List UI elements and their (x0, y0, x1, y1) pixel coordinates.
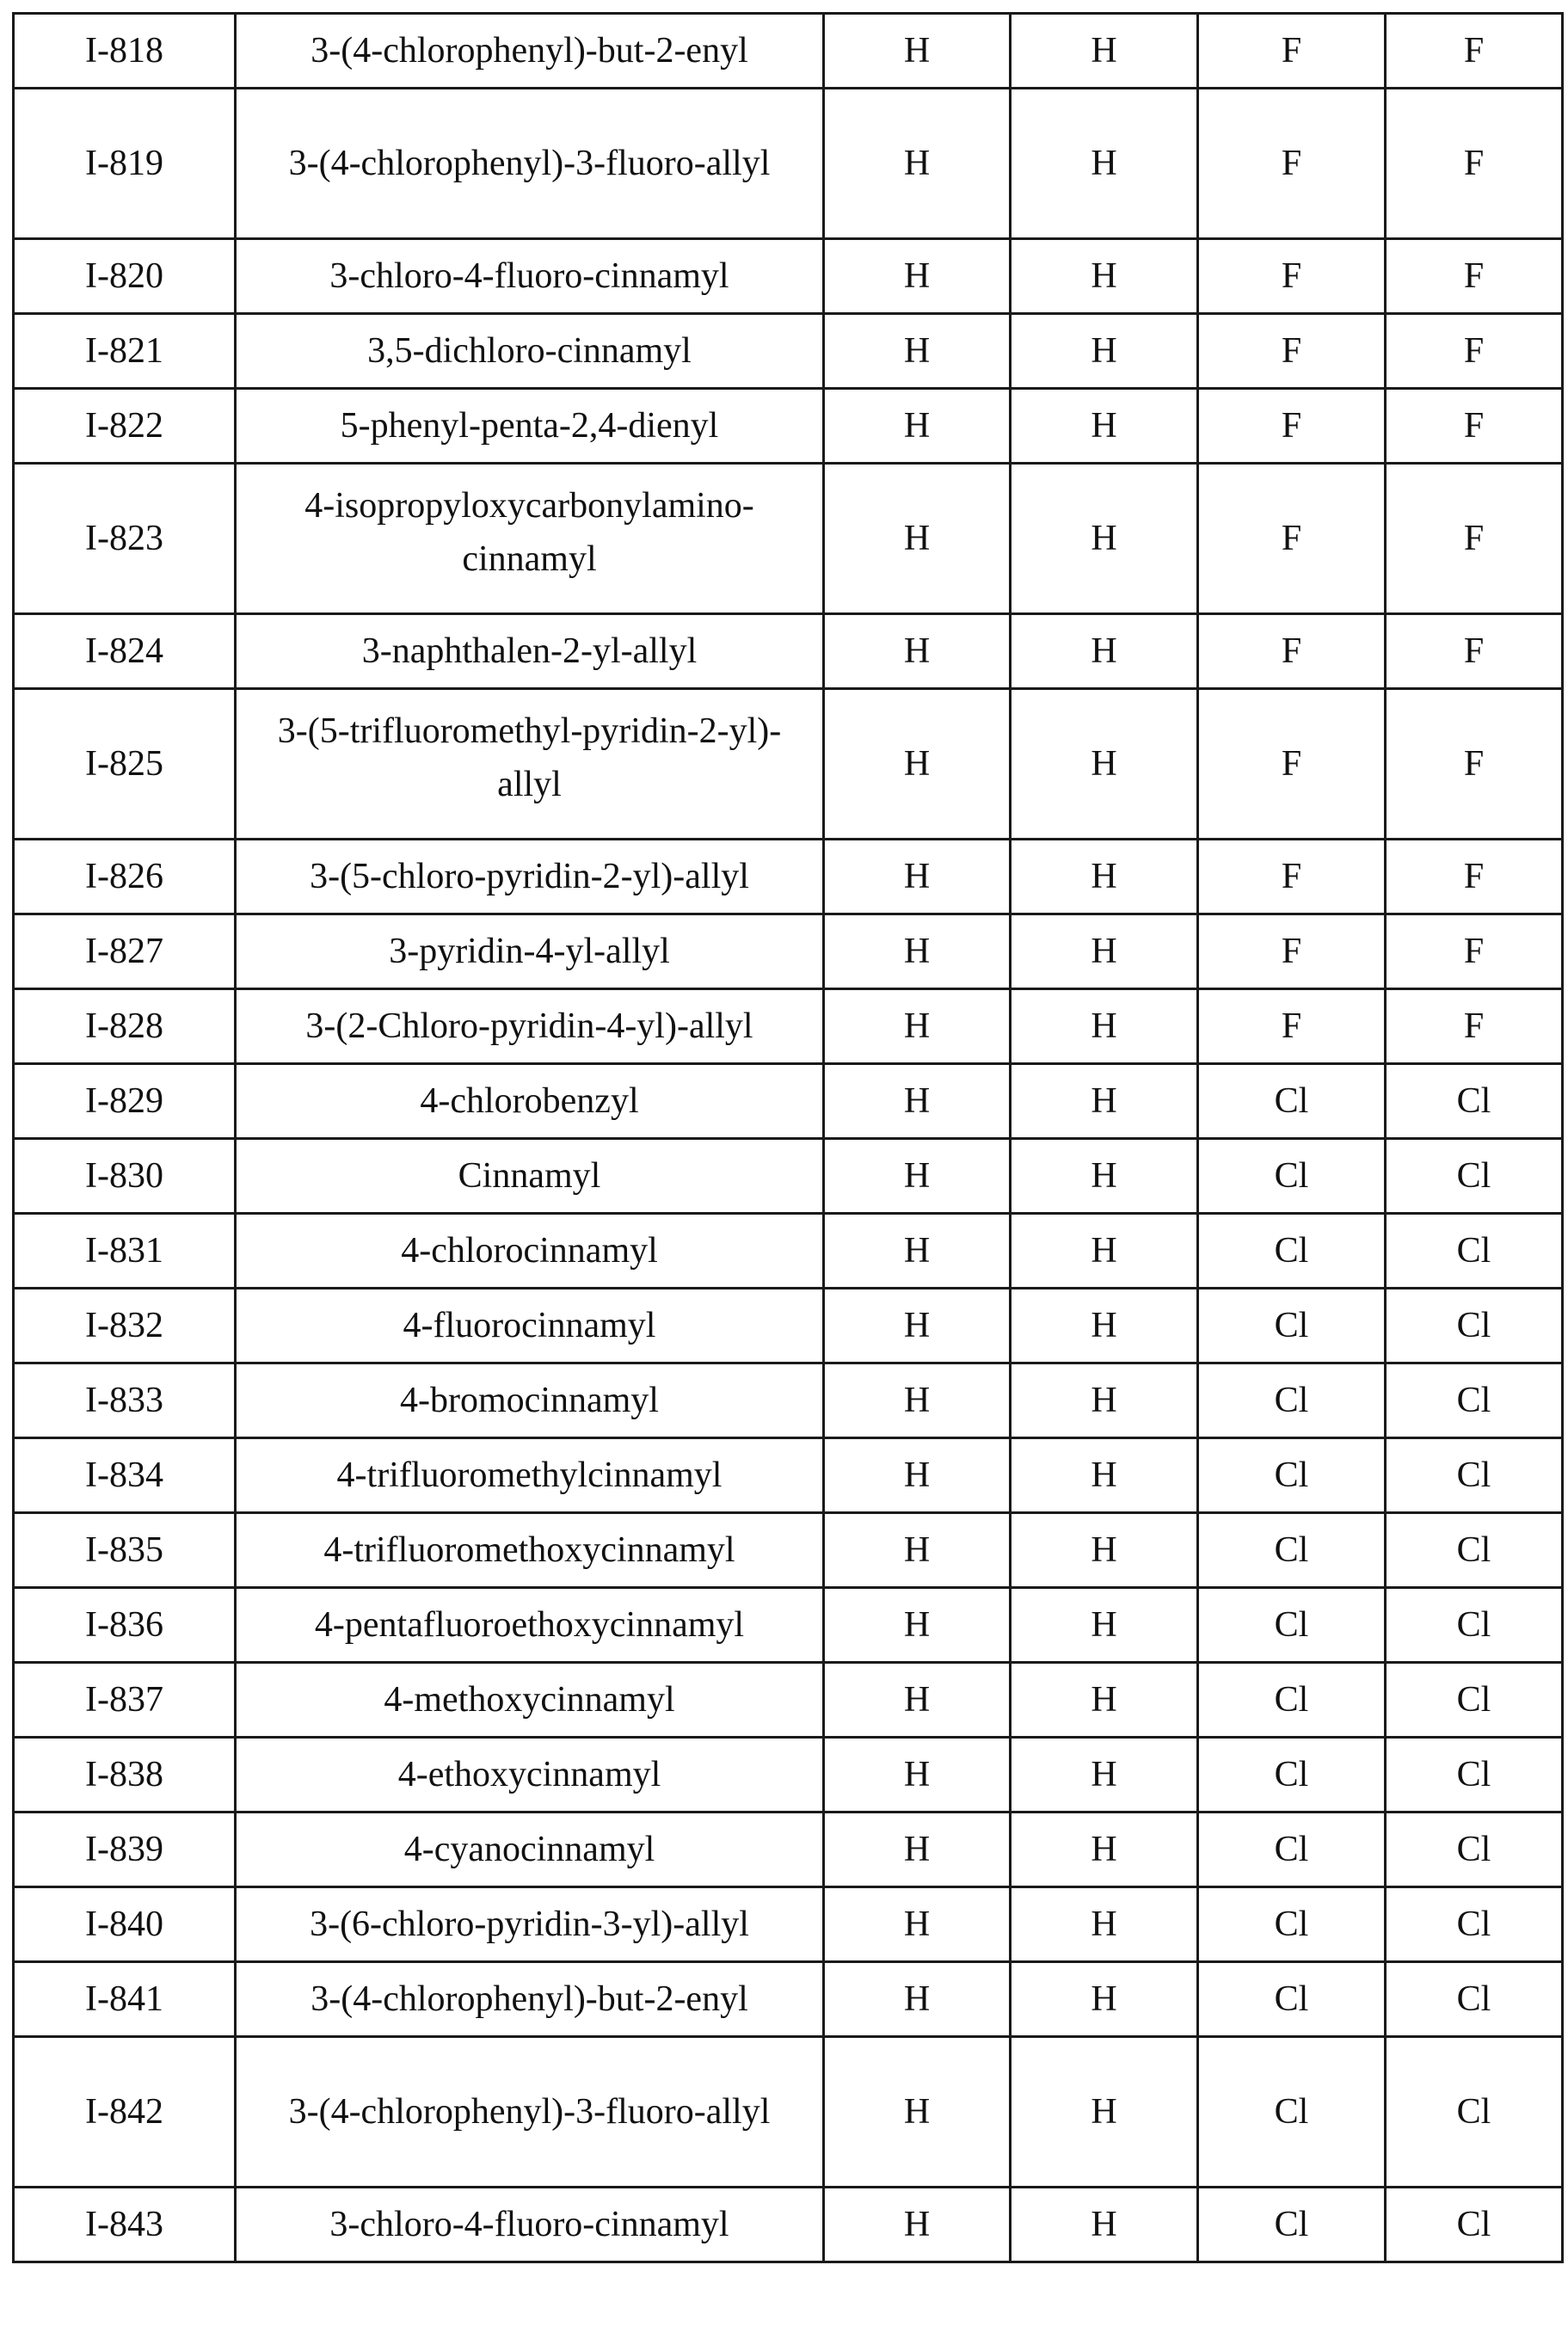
substituent-name-cell (236, 2037, 824, 2188)
r4-cell: H (1011, 2188, 1198, 2262)
r5-cell: Cl (1198, 1962, 1386, 2037)
compound-id-cell: I-837 (14, 1663, 236, 1738)
r4-cell: H (1011, 314, 1198, 389)
r5-cell: Cl (1198, 1663, 1386, 1738)
r5-cell: F (1198, 239, 1386, 314)
substituent-name-cell (236, 314, 824, 389)
table-row (14, 1812, 1563, 1887)
r4-cell: H (1011, 1887, 1198, 1962)
table-row (14, 1663, 1563, 1738)
r3-cell: H (824, 2188, 1011, 2262)
substituent-name-cell (236, 989, 824, 1064)
compound-id-cell: I-836 (14, 1588, 236, 1663)
compound-table-body (14, 14, 1563, 2262)
r5-cell: Cl (1198, 1363, 1386, 1438)
compound-id-cell: I-820 (14, 239, 236, 314)
r3-cell: H (824, 1363, 1011, 1438)
substituent-name: 3-naphthalen-2-yl-allyl (362, 625, 698, 678)
r5-cell: Cl (1198, 1214, 1386, 1289)
r5-cell: F (1198, 464, 1386, 614)
r6-cell: F (1386, 840, 1563, 914)
substituent-name-cell (236, 1139, 824, 1214)
substituent-name: Cinnamyl (458, 1149, 601, 1203)
r6-cell: Cl (1386, 1214, 1563, 1289)
substituent-name-cell (236, 1214, 824, 1289)
r6-cell: F (1386, 614, 1563, 689)
compound-id-cell: I-831 (14, 1214, 236, 1289)
r3-cell: H (824, 1962, 1011, 2037)
table-row (14, 1588, 1563, 1663)
compound-table (12, 12, 1564, 2263)
substituent-name-cell (236, 239, 824, 314)
r5-cell: F (1198, 914, 1386, 989)
substituent-name: 3,5-dichloro-cinnamyl (367, 324, 692, 378)
compound-id-cell: I-823 (14, 464, 236, 614)
r6-cell: F (1386, 14, 1563, 89)
r4-cell: H (1011, 1289, 1198, 1363)
substituent-name-cell (236, 614, 824, 689)
r6-cell: Cl (1386, 1064, 1563, 1139)
r3-cell: H (824, 689, 1011, 840)
r6-cell: Cl (1386, 2037, 1563, 2188)
r6-cell: Cl (1386, 1812, 1563, 1887)
substituent-name: 4-trifluoromethylcinnamyl (337, 1449, 723, 1502)
table-row (14, 389, 1563, 464)
compound-id-cell: I-826 (14, 840, 236, 914)
substituent-name-cell (236, 689, 824, 840)
r6-cell: Cl (1386, 1887, 1563, 1962)
table-row (14, 914, 1563, 989)
compound-id-cell: I-838 (14, 1738, 236, 1812)
substituent-name: 3-pyridin-4-yl-allyl (389, 925, 670, 978)
table-row (14, 1289, 1563, 1363)
compound-id-cell: I-819 (14, 89, 236, 239)
r5-cell: F (1198, 89, 1386, 239)
r6-cell: F (1386, 464, 1563, 614)
r3-cell: H (824, 1214, 1011, 1289)
r6-cell: Cl (1386, 1438, 1563, 1513)
r6-cell: F (1386, 239, 1563, 314)
substituent-name-cell (236, 1588, 824, 1663)
r3-cell: H (824, 1887, 1011, 1962)
r6-cell: Cl (1386, 1663, 1563, 1738)
r4-cell: H (1011, 389, 1198, 464)
substituent-name-cell (236, 14, 824, 89)
r4-cell: H (1011, 689, 1198, 840)
compound-id-cell: I-828 (14, 989, 236, 1064)
r6-cell: F (1386, 989, 1563, 1064)
table-row (14, 689, 1563, 840)
table-row (14, 1962, 1563, 2037)
r3-cell: H (824, 914, 1011, 989)
table-row (14, 614, 1563, 689)
compound-id-cell: I-834 (14, 1438, 236, 1513)
r3-cell: H (824, 2037, 1011, 2188)
r4-cell: H (1011, 89, 1198, 239)
compound-id-cell: I-840 (14, 1887, 236, 1962)
r3-cell: H (824, 1513, 1011, 1588)
substituent-name: 3-(2-Chloro-pyridin-4-yl)-allyl (305, 1000, 753, 1053)
substituent-name: 3-(5-trifluoromethyl-pyridin-2-yl)-allyl (262, 705, 796, 811)
r6-cell: Cl (1386, 2188, 1563, 2262)
substituent-name: 3-(6-chloro-pyridin-3-yl)-allyl (310, 1898, 749, 1951)
substituent-name-cell (236, 1812, 824, 1887)
compound-id-cell: I-843 (14, 2188, 236, 2262)
r6-cell: Cl (1386, 1588, 1563, 1663)
table-row (14, 1064, 1563, 1139)
substituent-name: 3-(4-chlorophenyl)-but-2-enyl (311, 24, 748, 77)
substituent-name-cell (236, 1064, 824, 1139)
table-row (14, 1214, 1563, 1289)
r3-cell: H (824, 1738, 1011, 1812)
table-row (14, 1139, 1563, 1214)
r5-cell: F (1198, 989, 1386, 1064)
r4-cell: H (1011, 614, 1198, 689)
r5-cell: Cl (1198, 1289, 1386, 1363)
substituent-name: 5-phenyl-penta-2,4-dienyl (341, 399, 719, 452)
r5-cell: Cl (1198, 1588, 1386, 1663)
r4-cell: H (1011, 1812, 1198, 1887)
substituent-name: 3-chloro-4-fluoro-cinnamyl (329, 249, 729, 303)
r6-cell: F (1386, 89, 1563, 239)
compound-id-cell: I-841 (14, 1962, 236, 2037)
r4-cell: H (1011, 464, 1198, 614)
r6-cell: F (1386, 914, 1563, 989)
table-row (14, 314, 1563, 389)
r3-cell: H (824, 1663, 1011, 1738)
r3-cell: H (824, 14, 1011, 89)
r4-cell: H (1011, 1588, 1198, 1663)
r4-cell: H (1011, 1139, 1198, 1214)
substituent-name: 4-cyanocinnamyl (404, 1823, 655, 1876)
compound-id-cell: I-842 (14, 2037, 236, 2188)
r3-cell: H (824, 314, 1011, 389)
table-row (14, 1738, 1563, 1812)
table-row (14, 464, 1563, 614)
substituent-name-cell (236, 1738, 824, 1812)
compound-id-cell: I-821 (14, 314, 236, 389)
r4-cell: H (1011, 989, 1198, 1064)
r3-cell: H (824, 1438, 1011, 1513)
r4-cell: H (1011, 840, 1198, 914)
compound-id-cell: I-827 (14, 914, 236, 989)
r5-cell: Cl (1198, 1438, 1386, 1513)
r5-cell: Cl (1198, 1887, 1386, 1962)
r6-cell: Cl (1386, 1289, 1563, 1363)
r5-cell: Cl (1198, 2037, 1386, 2188)
r3-cell: H (824, 239, 1011, 314)
r5-cell: F (1198, 14, 1386, 89)
r3-cell: H (824, 1064, 1011, 1139)
r6-cell: Cl (1386, 1962, 1563, 2037)
substituent-name: 3-(4-chlorophenyl)-3-fluoro-allyl (289, 137, 771, 190)
compound-id-cell: I-825 (14, 689, 236, 840)
r4-cell: H (1011, 1513, 1198, 1588)
table-row (14, 1363, 1563, 1438)
r4-cell: H (1011, 914, 1198, 989)
r4-cell: H (1011, 2037, 1198, 2188)
substituent-name-cell (236, 840, 824, 914)
r3-cell: H (824, 1588, 1011, 1663)
r5-cell: Cl (1198, 2188, 1386, 2262)
substituent-name: 3-(5-chloro-pyridin-2-yl)-allyl (310, 850, 749, 903)
substituent-name-cell (236, 1438, 824, 1513)
compound-id-cell: I-824 (14, 614, 236, 689)
substituent-name-cell (236, 914, 824, 989)
r5-cell: Cl (1198, 1738, 1386, 1812)
r4-cell: H (1011, 1663, 1198, 1738)
r4-cell: H (1011, 1214, 1198, 1289)
r3-cell: H (824, 840, 1011, 914)
r3-cell: H (824, 989, 1011, 1064)
r4-cell: H (1011, 1738, 1198, 1812)
r5-cell: Cl (1198, 1064, 1386, 1139)
r4-cell: H (1011, 14, 1198, 89)
r5-cell: F (1198, 614, 1386, 689)
table-row (14, 14, 1563, 89)
r3-cell: H (824, 389, 1011, 464)
table-row (14, 2037, 1563, 2188)
table-row (14, 239, 1563, 314)
substituent-name-cell (236, 1513, 824, 1588)
substituent-name: 4-trifluoromethoxycinnamyl (323, 1523, 735, 1577)
r6-cell: F (1386, 389, 1563, 464)
r5-cell: Cl (1198, 1513, 1386, 1588)
table-row (14, 1887, 1563, 1962)
substituent-name-cell (236, 464, 824, 614)
table-row (14, 1513, 1563, 1588)
substituent-name-cell (236, 2188, 824, 2262)
substituent-name: 3-(4-chlorophenyl)-3-fluoro-allyl (289, 2085, 771, 2139)
r4-cell: H (1011, 1363, 1198, 1438)
compound-id-cell: I-835 (14, 1513, 236, 1588)
compound-id-cell: I-839 (14, 1812, 236, 1887)
r6-cell: Cl (1386, 1513, 1563, 1588)
substituent-name-cell (236, 1289, 824, 1363)
substituent-name: 4-fluorocinnamyl (403, 1299, 656, 1352)
table-row (14, 840, 1563, 914)
r3-cell: H (824, 1289, 1011, 1363)
r6-cell: Cl (1386, 1738, 1563, 1812)
r5-cell: F (1198, 840, 1386, 914)
table-row (14, 2188, 1563, 2262)
r3-cell: H (824, 1812, 1011, 1887)
r4-cell: H (1011, 239, 1198, 314)
compound-id-cell: I-829 (14, 1064, 236, 1139)
r6-cell: F (1386, 314, 1563, 389)
r6-cell: Cl (1386, 1139, 1563, 1214)
r5-cell: Cl (1198, 1812, 1386, 1887)
r6-cell: Cl (1386, 1363, 1563, 1438)
substituent-name: 3-(4-chlorophenyl)-but-2-enyl (311, 1973, 748, 2026)
r3-cell: H (824, 89, 1011, 239)
r4-cell: H (1011, 1438, 1198, 1513)
substituent-name: 4-chlorocinnamyl (401, 1224, 658, 1277)
substituent-name: 4-ethoxycinnamyl (398, 1748, 661, 1801)
r4-cell: H (1011, 1962, 1198, 2037)
r5-cell: F (1198, 389, 1386, 464)
compound-id-cell: I-822 (14, 389, 236, 464)
r3-cell: H (824, 464, 1011, 614)
r4-cell: H (1011, 1064, 1198, 1139)
compound-id-cell: I-833 (14, 1363, 236, 1438)
substituent-name-cell (236, 1663, 824, 1738)
substituent-name: 4-chlorobenzyl (420, 1074, 638, 1128)
table-row (14, 989, 1563, 1064)
r5-cell: F (1198, 689, 1386, 840)
substituent-name-cell (236, 1887, 824, 1962)
substituent-name-cell (236, 89, 824, 239)
substituent-name: 4-bromocinnamyl (400, 1374, 659, 1427)
substituent-name-cell (236, 1962, 824, 2037)
compound-id-cell: I-830 (14, 1139, 236, 1214)
r3-cell: H (824, 614, 1011, 689)
table-row (14, 1438, 1563, 1513)
r3-cell: H (824, 1139, 1011, 1214)
r6-cell: F (1386, 689, 1563, 840)
compound-id-cell: I-818 (14, 14, 236, 89)
r5-cell: F (1198, 314, 1386, 389)
table-row (14, 89, 1563, 239)
r5-cell: Cl (1198, 1139, 1386, 1214)
substituent-name: 4-pentafluoroethoxycinnamyl (315, 1598, 744, 1652)
substituent-name: 4-isopropyloxycarbonylamino-cinnamyl (262, 479, 796, 586)
substituent-name-cell (236, 1363, 824, 1438)
substituent-name-cell (236, 389, 824, 464)
substituent-name: 3-chloro-4-fluoro-cinnamyl (329, 2198, 729, 2251)
compound-id-cell: I-832 (14, 1289, 236, 1363)
substituent-name: 4-methoxycinnamyl (384, 1673, 674, 1726)
